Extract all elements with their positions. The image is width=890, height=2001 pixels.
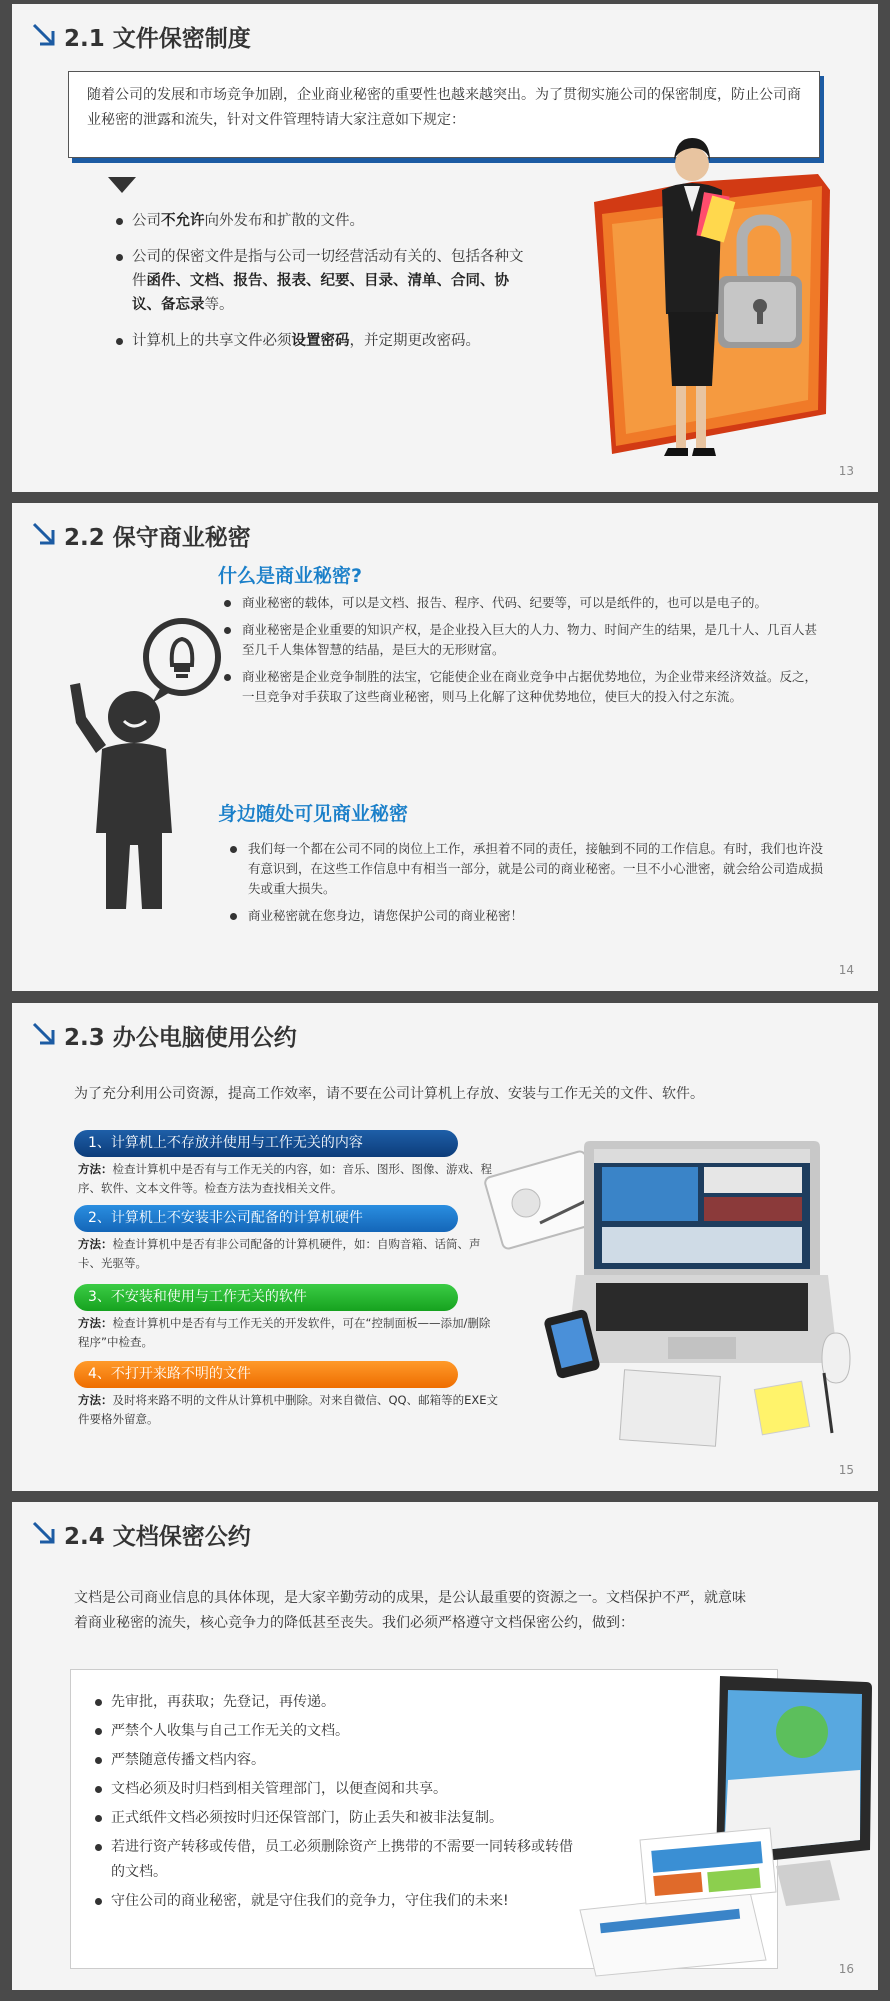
slide-title: 2.4 文档保密公约 (64, 1524, 251, 1550)
intro-box: 随着公司的发展和市场竞争加剧，企业商业秘密的重要性也越来越突出。为了贯彻实施公司的保密制度，防止公司商业秘密的泄露和流失，针对文件管理特请大家注意如下规定： (68, 71, 820, 158)
rule-pill-1: 1、计算机上不存放并使用与工作无关的内容 (74, 1130, 458, 1157)
arrow-down-right-icon (30, 520, 58, 548)
intro-text: 为了充分利用公司资源，提高工作效率，请不要在公司计算机上存放、安装与工作无关的文件、软件。 (74, 1086, 704, 1102)
arrow-down-right-icon (30, 1519, 58, 1547)
page-number: 13 (838, 464, 854, 478)
slide-14 (12, 503, 878, 991)
businesswoman-folder-lock-illustration (572, 124, 852, 484)
slide-title: 2.3 办公电脑使用公约 (64, 1025, 297, 1051)
section-heading-what-is-trade-secret: 什么是商业秘密? (218, 565, 363, 587)
intro-text: 文档是公司商业信息的具体体现，是大家辛勤劳动的成果，是公认最重要的资源之一。文档保护不严，就意味着商业秘密的流失，核心竞争力的降低甚至丧失。我们必须严格遵守文档保密公约，做到： (74, 1590, 746, 1631)
page-number: 15 (838, 1463, 854, 1477)
list-item: 商业秘密就在您身边，请您保护公司的商业秘密！ (228, 906, 824, 926)
triangle-marker-icon (108, 177, 136, 193)
list-item: 若进行资产转移或传借，员工必须删除资产上携带的不需要一同转移或转借的文档。 (93, 1835, 573, 1885)
method-text: 方法：检查计算机中是否有非公司配备的计算机硬件，如：自购音箱、话筒、声卡、光驱等。 (78, 1237, 481, 1270)
rule-pill-3: 3、不安装和使用与工作无关的软件 (74, 1284, 458, 1311)
arrow-down-right-icon (30, 21, 58, 49)
arrow-down-right-icon (30, 1020, 58, 1048)
list-item: 先审批，再获取；先登记，再传递。 (93, 1690, 755, 1715)
list-item: 计算机上的共享文件必须设置密码，并定期更改密码。 (114, 329, 534, 353)
rule-pill-2: 2、计算机上不安装非公司配备的计算机硬件 (74, 1205, 458, 1232)
slide-16 (12, 1502, 878, 1990)
list-item: 文档必须及时归档到相关管理部门，以便查阅和共享。 (93, 1777, 755, 1802)
definition-list (222, 593, 822, 714)
laptop-devices-illustration (482, 1133, 862, 1463)
list-item: 公司不允许向外发布和扩散的文件。 (114, 209, 534, 233)
awareness-list (228, 839, 824, 933)
list-item: 正式纸件文档必须按时归还保管部门，防止丢失和被非法复制。 (93, 1806, 755, 1831)
slide-15 (12, 1003, 878, 1491)
list-item: 守住公司的商业秘密，就是守住我们的竞争力，守住我们的未来! (93, 1889, 755, 1914)
page-number: 16 (838, 1962, 854, 1976)
slide-title: 2.2 保守商业秘密 (64, 525, 251, 551)
method-text: 方法：检查计算机中是否有与工作无关的内容，如：音乐、图形、图像、游戏、程序、软件、文本文件等。检查方法为查找相关文件。 (78, 1162, 492, 1195)
list-item: 严禁随意传播文档内容。 (93, 1748, 755, 1773)
rule-pill-4: 4、不打开来路不明的文件 (74, 1361, 458, 1388)
rule-list (114, 209, 534, 365)
page-number: 14 (838, 963, 854, 977)
list-item: 商业秘密是企业竞争制胜的法宝，它能使企业在商业竞争中占据优势地位，为企业带来经济效益。反之，一旦竞争对手获取了这些商业秘密，则马上化解了这种优势地位，使巨大的投入付之东流。 (222, 667, 822, 707)
list-item: 我们每一个都在公司不同的岗位上工作，承担着不同的责任，接触到不同的工作信息。有时，我们也许没有意识到，在这些工作信息中有相当一部分，就是公司的商业秘密。一旦不小心泄密，就会给公司造成损失或重大损失。 (228, 839, 824, 899)
list-item: 严禁个人收集与自己工作无关的文档。 (93, 1719, 755, 1744)
section-heading-secrets-around: 身边随处可见商业秘密 (218, 803, 409, 825)
monitor-website-illustration (540, 1670, 876, 1980)
slide-13 (12, 4, 878, 492)
method-text: 方法：检查计算机中是否有与工作无关的开发软件，可在“控制面板——添加/删除程序”中检查。 (78, 1316, 491, 1349)
method-text: 方法：及时将来路不明的文件从计算机中删除。对来自微信、QQ、邮箱等的EXE文件要格外留意。 (78, 1393, 499, 1426)
list-item: 公司的保密文件是指与公司一切经营活动有关的、包括各种文件函件、文档、报告、报表、纪要、目录、清单、合同、协议、备忘录等。 (114, 245, 534, 317)
list-item: 商业秘密是企业重要的知识产权，是企业投入巨大的人力、物力、时间产生的结果，是几十人、几百人甚至几千人集体智慧的结晶，是巨大的无形财富。 (222, 620, 822, 660)
slide-title: 2.1 文件保密制度 (64, 26, 251, 52)
list-item: 商业秘密的载体，可以是文档、报告、程序、代码、纪要等，可以是纸件的，也可以是电子的。 (222, 593, 822, 613)
